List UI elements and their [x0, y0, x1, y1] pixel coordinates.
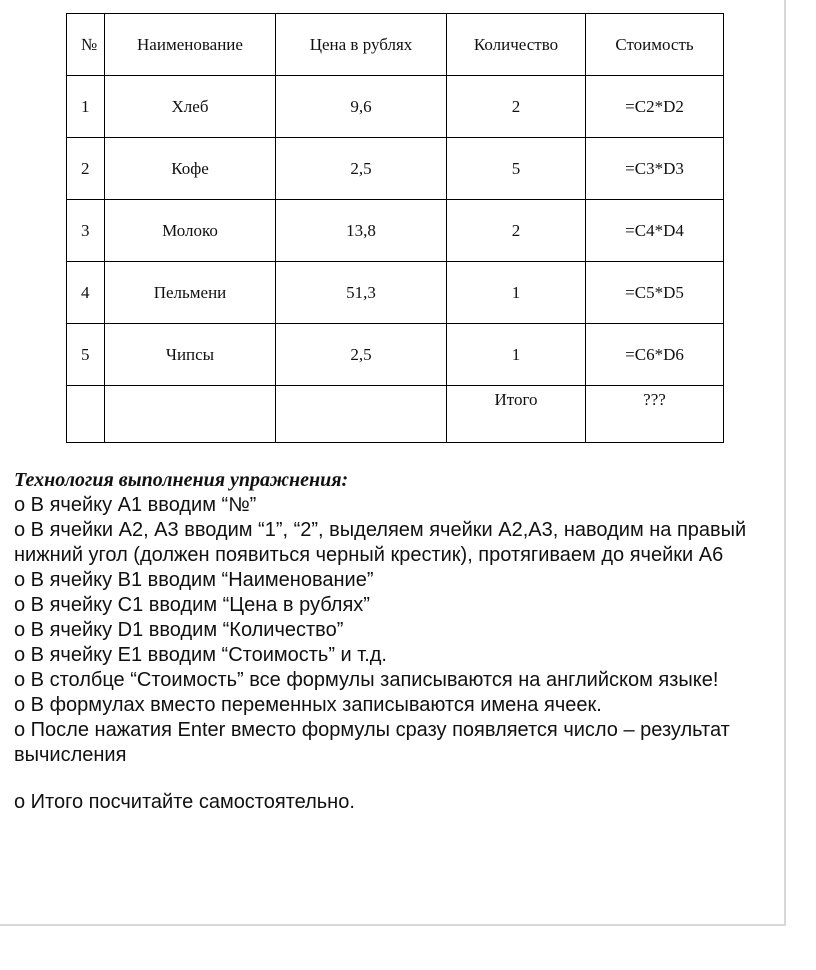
table-row	[67, 262, 724, 324]
cell-name: Хлеб	[105, 76, 276, 138]
header-cost: Стоимость	[586, 14, 724, 76]
cell-number: 1	[67, 76, 105, 138]
header-name: Наименование	[105, 14, 276, 76]
cell-price: 2,5	[276, 324, 447, 386]
cell-quantity: 1	[447, 324, 586, 386]
cell-quantity: 2	[447, 200, 586, 262]
cell-number: 2	[67, 138, 105, 200]
total-label: Итого	[447, 386, 586, 443]
instruction-item: o После нажатия Enter вместо формулы сразу появляется число – результат вычисления	[14, 719, 730, 766]
cell-name: Чипсы	[105, 324, 276, 386]
cell-empty	[67, 386, 105, 443]
cell-number: 5	[67, 324, 105, 386]
instruction-item: o В ячейки А2, А3 вводим “1”, “2”, выделяем ячейки А2,А3, наводим на правый нижний угол (должен появиться черный крестик), протягиваем до ячейки А6	[14, 519, 747, 566]
table-row	[67, 200, 724, 262]
cell-price: 9,6	[276, 76, 447, 138]
cell-quantity: 2	[447, 76, 586, 138]
cell-name: Молоко	[105, 200, 276, 262]
instructions-heading: Технология выполнения упражнения:	[14, 469, 349, 491]
table-row	[67, 138, 724, 200]
table-total-row	[67, 386, 724, 443]
cell-price: 2,5	[276, 138, 447, 200]
cell-price: 13,8	[276, 200, 447, 262]
instructions-block	[14, 468, 774, 815]
cell-quantity: 5	[447, 138, 586, 200]
cell-cost: =C5*D5	[586, 262, 724, 324]
cell-price: 51,3	[276, 262, 447, 324]
instruction-item: o В ячейку А1 вводим “№”	[14, 494, 257, 516]
table-header-row	[67, 14, 724, 76]
table-row	[67, 76, 724, 138]
header-number: №	[67, 14, 105, 76]
cell-name: Кофе	[105, 138, 276, 200]
header-quantity: Количество	[447, 14, 586, 76]
instruction-item: o В столбце “Стоимость” все формулы записываются на английском языке!	[14, 669, 719, 691]
cell-cost: =C2*D2	[586, 76, 724, 138]
table-row	[67, 324, 724, 386]
cell-cost: =C4*D4	[586, 200, 724, 262]
cell-empty	[105, 386, 276, 443]
price-table	[66, 13, 724, 443]
header-price: Цена в рублях	[276, 14, 447, 76]
cell-cost: =C6*D6	[586, 324, 724, 386]
instruction-item: o В ячейку С1 вводим “Цена в рублях”	[14, 594, 370, 616]
instruction-item: o В ячейку D1 вводим “Количество”	[14, 619, 344, 641]
cell-number: 4	[67, 262, 105, 324]
cell-number: 3	[67, 200, 105, 262]
instruction-item: o В формулах вместо переменных записываются имена ячеек.	[14, 694, 602, 716]
instruction-final: o Итого посчитайте самостоятельно.	[14, 791, 355, 813]
cell-name: Пельмени	[105, 262, 276, 324]
cell-quantity: 1	[447, 262, 586, 324]
instruction-item: o В ячейку В1 вводим “Наименование”	[14, 569, 374, 591]
cell-empty	[276, 386, 447, 443]
cell-cost: =C3*D3	[586, 138, 724, 200]
total-value: ???	[586, 386, 724, 443]
instruction-item: o В ячейку Е1 вводим “Стоимость” и т.д.	[14, 644, 387, 666]
